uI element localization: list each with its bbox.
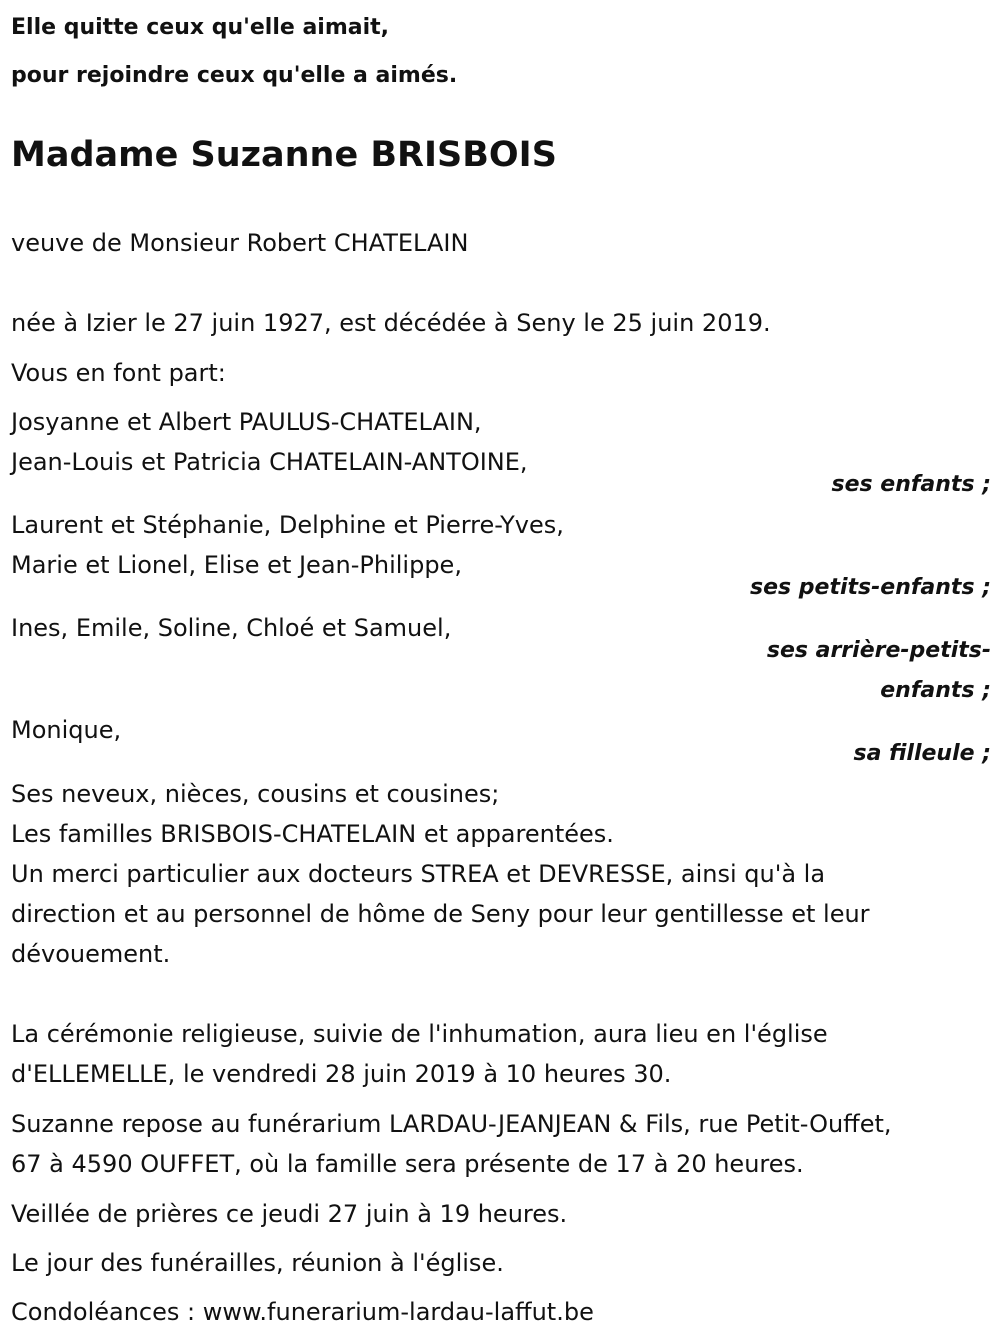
deceased-name: Madame Suzanne BRISBOIS	[11, 135, 557, 175]
repose-line-2: 67 à 4590 OUFFET, où la famille sera présente de 17 à 20 heures.	[11, 1150, 804, 1178]
funeral-day-line: Le jour des funérailles, réunion à l'église.	[11, 1249, 504, 1277]
widow-of-line: veuve de Monsieur Robert CHATELAIN	[11, 229, 469, 257]
epitaph-line-1: Elle quitte ceux qu'elle aimait,	[11, 15, 390, 40]
birth-death-line: née à Izier le 27 juin 1927, est décédée à Seny le 25 juin 2019.	[11, 309, 771, 337]
children-line-1: Josyanne et Albert PAULUS-CHATELAIN,	[11, 408, 482, 436]
thanks-line-1: Un merci particulier aux docteurs STREA et DEVRESSE, ainsi qu'à la	[11, 860, 826, 888]
children-relation: ses enfants ;	[831, 472, 991, 497]
vigil-line: Veillée de prières ce jeudi 27 juin à 19 heures.	[11, 1200, 568, 1228]
goddaughter-relation: sa filleule ;	[853, 741, 991, 766]
epitaph-line-2: pour rejoindre ceux qu'elle a aimés.	[11, 63, 458, 88]
condolences-line: Condoléances : www.funerarium-lardau-laffut.be	[11, 1298, 594, 1326]
great-grandchildren-relation-line-1: ses arrière-petits-	[766, 638, 991, 663]
others-line-1: Ses neveux, nièces, cousins et cousines;	[11, 780, 500, 808]
others-line-2: Les familles BRISBOIS-CHATELAIN et apparentées.	[11, 820, 614, 848]
grandchildren-relation: ses petits-enfants ;	[750, 575, 991, 600]
goddaughter-line: Monique,	[11, 716, 122, 744]
thanks-line-3: dévouement.	[11, 940, 171, 968]
grandchildren-line-1: Laurent et Stéphanie, Delphine et Pierre-Yves,	[11, 511, 564, 539]
repose-line-1: Suzanne repose au funérarium LARDAU-JEANJEAN & Fils, rue Petit-Ouffet,	[11, 1110, 892, 1138]
great-grandchildren-line: Ines, Emile, Soline, Chloé et Samuel,	[11, 614, 452, 642]
ceremony-line-2: d'ELLEMELLE, le vendredi 28 juin 2019 à 10 heures 30.	[11, 1060, 672, 1088]
great-grandchildren-relation-line-2: enfants ;	[880, 678, 991, 703]
thanks-line-2: direction et au personnel de hôme de Seny pour leur gentillesse et leur	[11, 900, 870, 928]
children-line-2: Jean-Louis et Patricia CHATELAIN-ANTOINE,	[11, 448, 528, 476]
ceremony-line-1: La cérémonie religieuse, suivie de l'inhumation, aura lieu en l'église	[11, 1020, 828, 1048]
grandchildren-line-2: Marie et Lionel, Elise et Jean-Philippe,	[11, 551, 462, 579]
announcement-line: Vous en font part:	[11, 359, 226, 387]
